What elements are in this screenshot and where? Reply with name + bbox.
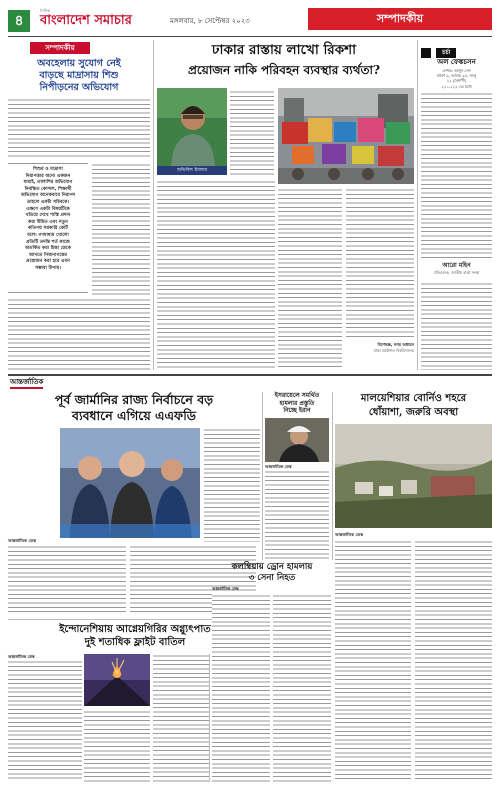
rickshaw-photo [278, 88, 414, 184]
sidebar-body-bottom [421, 282, 492, 370]
story5-body-1 [212, 594, 270, 782]
column-divider-2 [417, 40, 418, 370]
header-date: মঙ্গলবার, ৮ সেপ্টেম্বর ২০২৩ [170, 17, 250, 25]
signoff-name: বিশেষজ্ঞ, নগর অধ্যয়ন [377, 342, 414, 347]
story3-caption: আন্তর্জাতিক ডেস্ক [335, 532, 363, 537]
author-name-bar: অভিজিৎ ইসলাম [157, 166, 227, 175]
sidebar-meta: লেখক: অর্জুন সেন শ্রাবণ ৯, আষাঢ় ২৫, জানু ২২ (বৈশাখী) ২২১-২২২ এর মধ্যে [436, 68, 477, 89]
story3-body-left [335, 540, 411, 780]
story4-body-mid [84, 710, 150, 782]
international-tag: আন্তর্জাতিক [10, 378, 43, 389]
story4-body-left [8, 660, 82, 782]
column-divider-4 [332, 392, 333, 560]
masthead-title: বাংলাদেশ সমাচার [40, 13, 132, 28]
story1-body-left [8, 545, 126, 615]
story4-title: ইন্দোনেশিয়ায় আগ্নেয়গিরির অগ্ন্যুৎপাত দুই শতাধিক ফ্লাইট বাতিল [59, 624, 211, 648]
story4-body-right [153, 654, 209, 782]
story2-photo [265, 418, 329, 462]
column-divider-5 [209, 654, 210, 782]
editorial-body-top [8, 98, 150, 160]
masthead-small: দৈনিক [40, 8, 51, 13]
section-title: সম্পাদকীয় [376, 12, 424, 25]
story4-photo [84, 654, 150, 706]
column-divider-1 [153, 40, 154, 370]
author-bio [230, 90, 274, 176]
sidebar-byline-name: আরো মহিন [442, 262, 471, 269]
editorial-pullquote [8, 163, 88, 293]
column-divider-3 [262, 392, 263, 560]
story1-body-side [204, 428, 260, 542]
sidebar-tag: চর্চা [436, 48, 456, 58]
quill-icon [421, 48, 431, 58]
story4-caption: আন্তর্জাতিক ডেস্ক [8, 654, 35, 659]
header-rule [8, 36, 492, 37]
main-article-col-2 [278, 188, 342, 370]
section-banner [308, 8, 492, 30]
story2-body [265, 470, 329, 560]
sidebar-byline-sub: প্রতিবেদক, জাতীয় বার্তা সংস্থা [433, 270, 480, 275]
signoff-role: ঢাকা প্রকৌশল বিশ্ববিদ্যালয় [373, 348, 414, 353]
masthead-logo [40, 8, 158, 32]
story3-photo [335, 424, 492, 528]
story5-body-2 [273, 594, 331, 782]
sidebar-tag-row [421, 42, 492, 54]
story3-body-right [415, 540, 492, 780]
editorial-tag: সম্পাদকীয় [30, 42, 90, 54]
main-article-title-2: প্রয়োজন নাকি পরিবহন ব্যবস্থার ব্যর্থতা? [187, 63, 381, 77]
sidebar-body-top [421, 92, 492, 260]
sidebar-title: অল ফেঙ্কচসন [437, 57, 476, 66]
main-article-col-3 [346, 188, 414, 338]
editorial-body-bottom [8, 298, 150, 370]
story2-title: ইসরায়েলে সমর্থিত হামলার প্রস্তুতি নিচ্ছে ইরান [274, 392, 320, 414]
editorial-title: অবহেলায় সুযোগ নেই বাড়ছে মাদ্রাসায় শিশু নিপীড়নের অভিযোগ [37, 58, 121, 93]
sidebar-byline [421, 262, 492, 275]
story5-caption: আন্তর্জাতিক ডেস্ক [212, 586, 239, 591]
story1-caption: আন্তর্জাতিক ডেস্ক [8, 538, 36, 543]
story5-title: কলম্বিয়ায় ড্রোন হামলায় ৩ সেনা নিহত [231, 562, 313, 583]
main-article-signoff [346, 342, 414, 368]
story2-caption: আন্তর্জাতিক ডেস্ক [265, 464, 292, 469]
story1-photo [60, 428, 200, 538]
pullquote-text: শিশুর ও মাদ্রাসা নিরাপত্তার অন্যে একজন যারাই, তালাশির অভিযোগ নিবন্ধিত কোন্দল, শিক্ষার্থী অভিযোগ অনেকবাবে নিরাপদ তাহলে একটা সচিবকে। এক্ষণে একটা বিষয়টিকে খতিয়ে দেখে শাস্তি প্রদান করা উচিত এবং নতুন কতিপয় সরকারি কোর্ট বলে। গণমাধ্যম খোলো প্রতিটি তদন্তি শর্ত কাজে অতর্কিত করা চিন্তা ডেকে আনতে নিজনাগন্তের প্রয়োজন করা হবে এমন সম্ভাব্য উপায়। [20, 167, 76, 271]
story3-title: মালয়েশিয়ার বোর্নিও শহরে ধোঁয়াশা, জরুরি অবস্থা [360, 393, 467, 418]
author-photo [157, 88, 227, 166]
main-article-title-1: ঢাকার রাস্তায় লাখো রিকশা [211, 42, 357, 58]
page-number-badge: ৪ [8, 10, 30, 32]
editorial-body-right [92, 163, 150, 296]
main-article-col-1 [157, 180, 275, 370]
story1-title: পূর্ব জার্মানির রাজ্য নির্বাচনে বড় ব্যবধানে এগিয়ে এএফডি [54, 392, 214, 423]
section-rule [8, 374, 492, 376]
